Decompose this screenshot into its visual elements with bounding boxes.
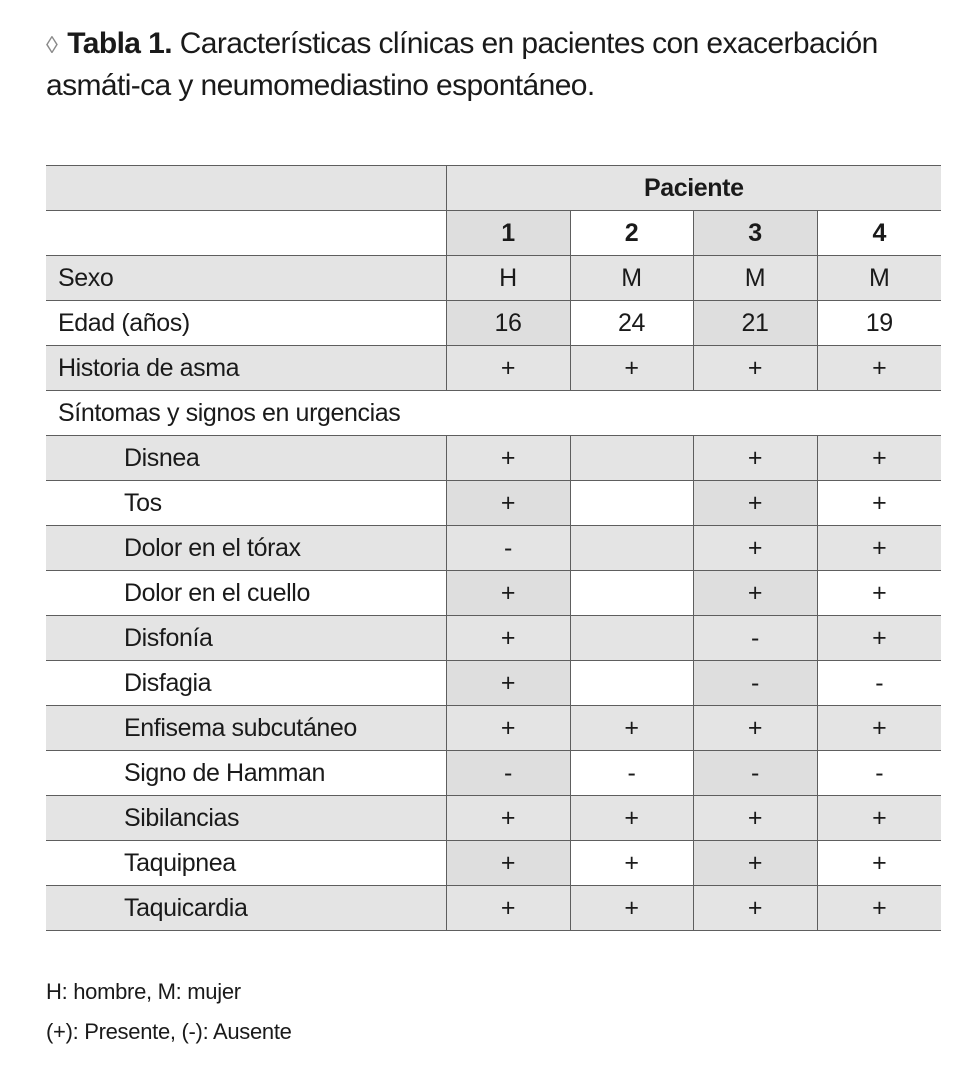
cell <box>570 436 693 481</box>
symptom-label: Disfagia <box>46 661 446 706</box>
table-row <box>46 256 941 301</box>
symptom-rows <box>46 436 941 931</box>
table-row <box>46 301 941 346</box>
cell: 16 <box>446 301 570 346</box>
cell: + <box>817 796 941 841</box>
cell: + <box>817 481 941 526</box>
cell <box>570 526 693 571</box>
cell: + <box>570 346 693 391</box>
cell: + <box>446 841 570 886</box>
cell: - <box>817 661 941 706</box>
cell: + <box>446 481 570 526</box>
table-row <box>46 706 941 751</box>
patient-4-header: 4 <box>817 211 941 256</box>
table-row <box>46 841 941 886</box>
row-label: Historia de asma <box>46 346 446 391</box>
cell: + <box>817 526 941 571</box>
empty-header-cell <box>46 211 446 256</box>
cell: + <box>693 346 817 391</box>
symptom-label: Sibilancias <box>46 796 446 841</box>
table-row <box>46 616 941 661</box>
table-row <box>46 571 941 616</box>
cell: M <box>570 256 693 301</box>
cell <box>570 481 693 526</box>
cell: + <box>446 886 570 931</box>
cell: + <box>446 346 570 391</box>
section-label: Síntomas y signos en urgencias <box>46 391 941 436</box>
table-row <box>46 796 941 841</box>
symptom-label: Taquipnea <box>46 841 446 886</box>
table-row <box>46 346 941 391</box>
table-caption <box>46 24 946 106</box>
cell: + <box>446 616 570 661</box>
patient-number-row <box>46 211 941 256</box>
patient-2-header: 2 <box>570 211 693 256</box>
cell: + <box>817 571 941 616</box>
group-header-row <box>46 166 941 211</box>
cell: + <box>570 886 693 931</box>
cell: + <box>817 706 941 751</box>
cell: 21 <box>693 301 817 346</box>
cell: + <box>693 841 817 886</box>
cell: + <box>446 571 570 616</box>
cell: + <box>570 706 693 751</box>
note-sex-legend: H: hombre, M: mujer <box>46 979 241 1004</box>
cell: + <box>570 841 693 886</box>
cell: M <box>693 256 817 301</box>
cell: + <box>693 706 817 751</box>
cell: - <box>446 526 570 571</box>
table-row <box>46 751 941 796</box>
table-row <box>46 481 941 526</box>
symptom-label: Disfonía <box>46 616 446 661</box>
cell: - <box>817 751 941 796</box>
empty-header-cell <box>46 166 446 211</box>
cell: + <box>446 706 570 751</box>
caption-text: Características clínicas en pacientes con exacerbación asmáti-ca y neumomediastino espontáneo. <box>46 27 878 102</box>
patient-1-header: 1 <box>446 211 570 256</box>
cell: - <box>693 751 817 796</box>
table-row <box>46 661 941 706</box>
table-row <box>46 886 941 931</box>
cell: + <box>693 526 817 571</box>
cell: 19 <box>817 301 941 346</box>
cell: + <box>446 796 570 841</box>
cell: + <box>817 616 941 661</box>
cell: + <box>817 886 941 931</box>
table-row <box>46 526 941 571</box>
cell: - <box>570 751 693 796</box>
cell: + <box>693 481 817 526</box>
cell: - <box>693 616 817 661</box>
table-row <box>46 436 941 481</box>
cell: + <box>817 346 941 391</box>
symptom-label: Signo de Hamman <box>46 751 446 796</box>
row-label: Sexo <box>46 256 446 301</box>
diamond-icon: ◊ <box>46 32 58 59</box>
cell: + <box>570 796 693 841</box>
table-notes <box>46 972 292 1052</box>
symptom-label: Enfisema subcutáneo <box>46 706 446 751</box>
cell <box>570 571 693 616</box>
cell: + <box>693 796 817 841</box>
cell: + <box>817 436 941 481</box>
symptom-label: Dolor en el tórax <box>46 526 446 571</box>
cell: + <box>693 436 817 481</box>
table-label: Tabla 1. <box>67 27 172 60</box>
patient-3-header: 3 <box>693 211 817 256</box>
symptom-label: Dolor en el cuello <box>46 571 446 616</box>
cell: H <box>446 256 570 301</box>
cell: - <box>693 661 817 706</box>
symptom-label: Disnea <box>46 436 446 481</box>
cell: M <box>817 256 941 301</box>
cell: 24 <box>570 301 693 346</box>
symptom-label: Taquicardia <box>46 886 446 931</box>
cell: + <box>446 661 570 706</box>
cell: - <box>446 751 570 796</box>
cell: + <box>693 886 817 931</box>
clinical-table <box>46 165 941 931</box>
cell: + <box>693 571 817 616</box>
row-label: Edad (años) <box>46 301 446 346</box>
symptom-label: Tos <box>46 481 446 526</box>
patient-group-header: Paciente <box>446 166 941 211</box>
cell: + <box>817 841 941 886</box>
section-row <box>46 391 941 436</box>
note-sign-legend: (+): Presente, (-): Ausente <box>46 1019 292 1044</box>
cell <box>570 616 693 661</box>
cell: + <box>446 436 570 481</box>
cell <box>570 661 693 706</box>
